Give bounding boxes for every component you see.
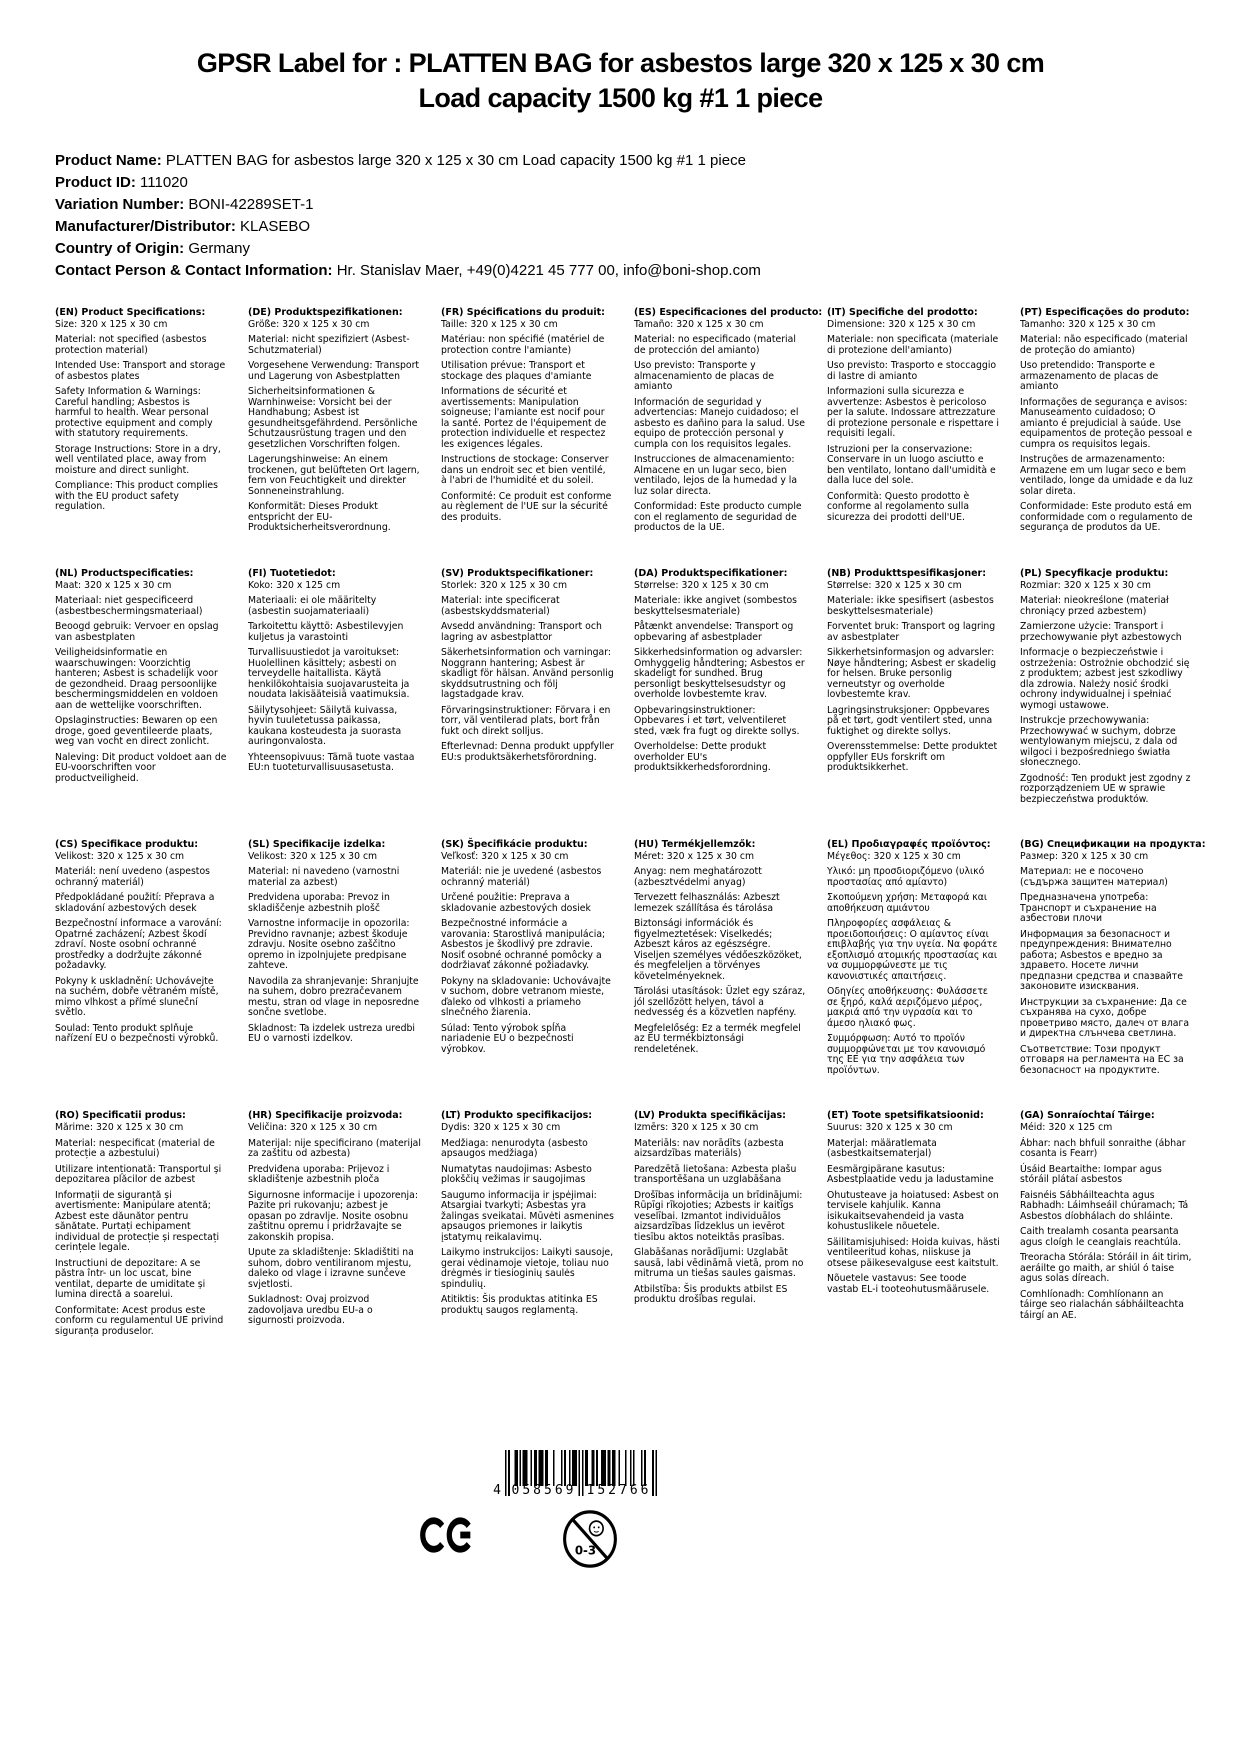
spec-block-body xyxy=(441,320,614,524)
spec-block-body xyxy=(634,1123,807,1306)
spec-paragraph: Materijal: nije specificirano (materijal za zaštitu od azbesta) xyxy=(248,1137,421,1160)
spec-block-header: (LV) Produkta specifikācijas: xyxy=(634,1110,786,1122)
spec-paragraph: Materjal: määratlemata (asbestkaitsematerjal) xyxy=(827,1137,937,1160)
spec-paragraph: Lagerungshinweise: An einem trockenen, gut belüfteten Ort lagern, fern von Feuchtigkeit und direkter Sonneneinstrahlung. xyxy=(248,454,420,497)
spec-paragraph: Matériau: non spécifié (matériel de protection contre l'amiante) xyxy=(441,334,605,356)
product-info-value: 111020 xyxy=(140,174,188,192)
spec-paragraph: Υλικό: μη προσδιοριζόμενο (υλικό προστασίας από αμίαντο) xyxy=(827,866,985,888)
spec-paragraph: Turvallisuustiedot ja varoitukset: Huolellinen käsittely; asbesti on terveydelle haitallista. Käytä henkilökohtaisia suojavarusteita ja noudata lakisääteisiä vaatimuksia. xyxy=(248,647,410,701)
spec-block-body xyxy=(827,1123,1000,1295)
spec-block xyxy=(55,569,228,789)
spec-paragraph: Paredzētā lietošana: Azbesta plašu transportēšana un uzglabāšana xyxy=(634,1163,797,1186)
spec-block-header: (EN) Product Specifications: xyxy=(55,307,206,319)
ce-mark-icon xyxy=(420,1516,474,1558)
spec-paragraph: Информация за безопасност и предупреждения: Внимателно работа; Asbestos е вредно за здравето. Носете лични предпазни средства и спазвайте законовите изисквания. xyxy=(1020,928,1183,993)
spec-block-header: (RO) Specificatii produs: xyxy=(55,1110,186,1122)
spec-paragraph: Materiale: ikke spesifisert (asbestos beskyttelsesmateriale) xyxy=(827,595,994,617)
spec-paragraph: Uso pretendido: Transporte e armazenamento de placas de amianto xyxy=(1020,360,1159,393)
spec-paragraph: Ohutusteave ja hoiatused: Asbest on tervisele kahjulik. Kanna isikukaitsevahendeid ja vasta kohustuslikele nõuetele. xyxy=(827,1189,999,1233)
spec-paragraph: Bezpečnostné informácie a varovania: Starostlivá manipulácia; Asbestos je škodlivý pre zdravie. Nosiť osobné ochranné pomôcky a dodržiavať zákonné požiadavky. xyxy=(441,918,606,972)
spec-block xyxy=(441,1111,614,1321)
spec-paragraph: Συμμόρφωση: Αυτό το προϊόν συμμορφώνεται με τον κανονισμό της ΕΕ για την ασφάλεια των προϊόντων. xyxy=(827,1033,986,1076)
page-title-line1: GPSR Label for : PLATTEN BAG for asbestos large 320 x 125 x 30 cm xyxy=(196,48,1045,78)
spec-paragraph: Conformidade: Este produto está em conformidade com o regulamento de segurança de produtos da UE. xyxy=(1020,501,1193,534)
spec-paragraph: Materiāls: nav norādīts (azbesta aizsardzības materiāls) xyxy=(634,1137,784,1160)
spec-paragraph: Ábhar: nach bhfuil sonraithe (ábhar cosanta is Fearr) xyxy=(1020,1137,1186,1160)
spec-paragraph: Úsáid Beartaithe: Iompar agus stóráil plátaí asbestos xyxy=(1020,1163,1162,1186)
spec-paragraph: Méret: 320 x 125 x 30 cm xyxy=(634,850,755,862)
spec-block-body xyxy=(1020,1123,1193,1321)
spec-paragraph: Storage Instructions: Store in a dry, well ventilated place, away from moisture and direct sunlight. xyxy=(55,443,221,476)
spec-block-body xyxy=(1020,320,1193,534)
spec-paragraph: Informazioni sulla sicurezza e avvertenze: Asbestos è pericoloso per la salute. Indossare attrezzature di protezione personale e rispettare i requisiti legali. xyxy=(827,386,999,440)
spec-grid xyxy=(55,307,1206,1342)
spec-block xyxy=(441,569,614,768)
barcode-digits-left: 058569 xyxy=(511,1483,577,1498)
spec-paragraph: Glabāšanas norādījumi: Uzglabāt sausā, labi vēdināmā vietā, prom no mitruma un tiešas saules gaismas. xyxy=(634,1247,804,1280)
page-title xyxy=(0,0,1241,116)
spec-block-body xyxy=(248,852,421,1045)
spec-block-body xyxy=(441,581,614,764)
product-info-row xyxy=(55,216,1181,237)
spec-paragraph: Izmērs: 320 x 125 x 30 cm xyxy=(634,1122,759,1134)
spec-paragraph: Πληροφορίες ασφάλειας & προειδοποιήσεις: Ο αμίαντος είναι επιβλαβής για την υγεία. Να φοράτε εξοπλισμό ατομικής προστασίας και να συμμορφώνεστε με τις κανονιστικές απαιτήσεις. xyxy=(827,918,998,982)
spec-paragraph: Säilytysohjeet: Säilytä kuivassa, hyvin tuuletetussa paikassa, kaukana kosteudesta ja suorasta auringonvalosta. xyxy=(248,704,402,748)
spec-paragraph: Súlad: Tento výrobok spĺňa nariadenie EÚ o bezpečnosti výrobkov. xyxy=(441,1022,574,1055)
spec-block-body xyxy=(634,320,807,534)
ean-barcode xyxy=(483,1450,661,1502)
spec-block xyxy=(55,1111,228,1342)
spec-block xyxy=(827,569,1000,779)
product-info-value: Hr. Stanislav Maer, +49(0)4221 45 777 00, info@boni-shop.com xyxy=(336,262,761,280)
product-info xyxy=(55,150,1181,281)
spec-block-body xyxy=(248,581,421,774)
spec-block xyxy=(248,569,421,779)
spec-paragraph: Съответствие: Този продукт отговаря на регламента на ЕС за безопасност на продуктите. xyxy=(1020,1043,1184,1076)
product-info-value: PLATTEN BAG for asbestos large 320 x 125 x 30 cm Load capacity 1500 kg #1 1 piece xyxy=(165,152,746,170)
spec-paragraph: Naleving: Dit product voldoet aan de EU-voorschriften voor productveiligheid. xyxy=(55,751,227,784)
spec-paragraph: Veiligheidsinformatie en waarschuwingen: Voorzichtig hanteren; Asbest is schadelijk voor de gezondheid. Draag persoonlijke beschermingsmiddelen en voldoen aan de wettelijke voorschriften. xyxy=(55,647,218,711)
spec-paragraph: Предназначена употреба: Транспорт и съхранение на азбестови плочи xyxy=(1020,892,1157,925)
spec-paragraph: Rozmiar: 320 x 125 x 30 cm xyxy=(1020,579,1151,591)
product-info-value: KLASEBO xyxy=(240,218,311,236)
spec-block xyxy=(248,1111,421,1331)
spec-block-header: (GA) Sonraíochtaí Táirge: xyxy=(1020,1110,1155,1122)
spec-paragraph: Velikost: 320 x 125 x 30 cm xyxy=(55,850,185,862)
spec-block xyxy=(827,840,1000,1081)
spec-block xyxy=(1020,1111,1193,1326)
spec-paragraph: Eesmärgipärane kasutus: Asbestplaatide vedu ja ladustamine xyxy=(827,1163,994,1186)
spec-paragraph: Förvaringsinstruktioner: Förvara i en torr, väl ventilerad plats, bort från fukt och direkt solljus. xyxy=(441,704,611,737)
spec-block-body xyxy=(827,320,1000,524)
spec-paragraph: Informacje o bezpieczeństwie i ostrzeżenia: Ostrożnie obchodzić się z produktem; azbest jest szkodliwy dla zdrowia. Należy nosić środki ochrony indywidualnej i spełniać wymogi ustawowe. xyxy=(1020,647,1190,711)
spec-paragraph: Størrelse: 320 x 125 x 30 cm xyxy=(634,579,769,591)
spec-paragraph: Veličina: 320 x 125 x 30 cm xyxy=(248,1122,378,1134)
product-info-value: BONI-42289SET-1 xyxy=(188,196,314,214)
product-info-row xyxy=(55,150,1181,171)
product-info-row xyxy=(55,172,1181,193)
spec-paragraph: Dimensione: 320 x 125 x 30 cm xyxy=(827,318,976,330)
spec-block-header: (SK) Špecifikácie produktu: xyxy=(441,839,588,851)
spec-paragraph: Material: nespecificat (material de protecție a azbestului) xyxy=(55,1137,215,1160)
spec-block-header: (ET) Toote spetsifikatsioonid: xyxy=(827,1110,984,1122)
product-info-label: Country of Origin: xyxy=(55,240,185,258)
spec-paragraph: Utilizare intenționată: Transportul și depozitarea plăcilor de azbest xyxy=(55,1163,222,1186)
spec-paragraph: Storlek: 320 x 125 x 30 cm xyxy=(441,579,568,591)
spec-paragraph: Atbilstība: Šis produkts atbilst ES produktu drošības regulai. xyxy=(634,1283,788,1306)
spec-block xyxy=(441,840,614,1060)
spec-paragraph: Οδηγίες αποθήκευσης: Φυλάσσετε σε ξηρό, καλά αεριζόμενο μέρος, μακριά από την υγρασία και το άμεσο ηλιακό φως. xyxy=(827,986,988,1029)
spec-paragraph: Размер: 320 x 125 x 30 cm xyxy=(1020,850,1149,862)
spec-paragraph: Información de seguridad y advertencias: Manejo cuidadoso; el asbesto es dañino para la salud. Use equipo de protección personal y cumpla con los requisitos legales. xyxy=(634,396,805,450)
spec-paragraph: Veľkosť: 320 x 125 x 30 cm xyxy=(441,850,569,862)
spec-paragraph: Instrukcje przechowywania: Przechowywać w suchym, dobrze wentylowanym miejscu, z dala od wilgoci i bezpośredniego światła słonecznego. xyxy=(1020,715,1178,769)
spec-block-header: (HU) Termékjellemzők: xyxy=(634,839,756,851)
spec-paragraph: Intended Use: Transport and storage of asbestos plates xyxy=(55,360,226,382)
spec-block xyxy=(634,569,807,779)
spec-paragraph: Tarkoitettu käyttö: Asbestilevyjen kuljetus ja varastointi xyxy=(248,621,404,643)
spec-paragraph: Materiál: nie je uvedené (asbestos ochranný materiál) xyxy=(441,866,602,888)
spec-paragraph: Material: no especificado (material de protección del amianto) xyxy=(634,334,796,356)
spec-paragraph: Caith trealamh cosanta pearsanta agus cloígh le ceanglais reachtúla. xyxy=(1020,1226,1182,1248)
spec-paragraph: Opslaginstructies: Bewaren op een droge, goed geventileerde plaats, weg van vocht en direct zonlicht. xyxy=(55,715,218,748)
spec-paragraph: Sukladnost: Ovaj proizvod zadovoljava uredbu EU-a o sigurnosti proizvoda. xyxy=(248,1294,373,1327)
spec-paragraph: Material: nicht spezifiziert (Asbest-Schutzmaterial) xyxy=(248,334,410,356)
spec-block xyxy=(634,840,807,1060)
spec-block-body xyxy=(441,852,614,1056)
spec-paragraph: Материал: не е посочено (съдържа защитен материал) xyxy=(1020,866,1168,888)
spec-paragraph: Anyag: nem meghatározott (azbesztvédelmi anyag) xyxy=(634,866,762,888)
spec-paragraph: Instructions de stockage: Conserver dans un endroit sec et bien ventilé, à l'abri de l'humidité et du soleil. xyxy=(441,454,609,487)
spec-paragraph: Bezpečnostní informace a varování: Opatrné zacházení; Azbest škodí zdraví. Noste osobní ochranné prostředky a dodržujte zákonné požadavky. xyxy=(55,918,222,972)
spec-paragraph: Uso previsto: Trasporto e stoccaggio di lastre di amianto xyxy=(827,360,997,382)
spec-block-body xyxy=(634,581,807,774)
spec-paragraph: Material: não especificado (material de proteção do amianto) xyxy=(1020,334,1188,356)
spec-paragraph: Vorgesehene Verwendung: Transport und Lagerung von Asbestplatten xyxy=(248,360,420,382)
spec-paragraph: Atitiktis: Šis produktas atitinka ES produktų saugos reglamentą. xyxy=(441,1294,598,1316)
spec-paragraph: Určené použitie: Preprava a skladovanie azbestových dosiek xyxy=(441,892,591,914)
spec-paragraph: Sikkerhedsinformation og advarsler: Omhyggelig håndtering; Asbestos er skadeligt for sundhed. Brug personligt beskyttelsesudstyr og overholde lovbestemte krav. xyxy=(634,647,805,701)
product-info-row xyxy=(55,194,1181,215)
spec-paragraph: Navodila za shranjevanje: Shranjujte na suhem, dobro prezračevanem mestu, stran od vlage in neposredne sončne svetlobe. xyxy=(248,975,420,1019)
spec-paragraph: Säilitamisjuhised: Hoida kuivas, hästi ventileeritud kohas, niiskuse ja otsese päikesevalguse eest kaitstult. xyxy=(827,1236,1000,1269)
spec-block-body xyxy=(55,852,228,1045)
spec-paragraph: Conformitate: Acest produs este conform cu regulamentul UE privind siguranța produselor. xyxy=(55,1304,224,1337)
spec-paragraph: Påtænkt anvendelse: Transport og opbevaring af asbestplader xyxy=(634,621,794,643)
spec-paragraph: Suurus: 320 x 125 x 30 cm xyxy=(827,1122,953,1134)
spec-paragraph: Instruções de armazenamento: Armazene em um lugar seco e bem ventilado, longe da umidade e da luz solar direta. xyxy=(1020,454,1193,497)
spec-paragraph: Konformität: Dieses Produkt entspricht der EU-Produktsicherheitsverordnung. xyxy=(248,501,391,534)
spec-block xyxy=(634,1111,807,1310)
spec-paragraph: Beoogd gebruik: Vervoer en opslag van asbestplaten xyxy=(55,621,219,643)
spec-paragraph: Informations de sécurité et avertissements: Manipulation soigneuse; l'amiante est nocif pour la santé. Portez de l'équipement de protection individuelle et respectez les exigences légales. xyxy=(441,386,607,450)
spec-paragraph: Upute za skladištenje: Skladištiti na suhom, dobro ventiliranom mjestu, daleko od vlage i izravne sunčeve svjetlosti. xyxy=(248,1247,414,1290)
spec-block-body xyxy=(1020,581,1193,806)
spec-paragraph: Conformité: Ce produit est conforme au règlement de l'UE sur la sécurité des produits. xyxy=(441,490,612,523)
spec-paragraph: Informații de siguranță și avertismente: Manipulare atentă; Azbest este dăunător pentru sănătate. Purtați echipament individual de protecție și respectați cerințele legale. xyxy=(55,1189,220,1254)
spec-block-header: (DE) Produktspezifikationen: xyxy=(248,307,403,319)
spec-paragraph: Material: inte specificerat (asbestskyddsmaterial) xyxy=(441,595,560,617)
spec-paragraph: Tamanho: 320 x 125 x 30 cm xyxy=(1020,318,1156,330)
spec-paragraph: Materiaal: niet gespecificeerd (asbestbeschermingsmateriaal) xyxy=(55,595,203,617)
spec-block-header: (PT) Especificações do produto: xyxy=(1020,307,1190,319)
spec-block-body xyxy=(55,320,228,513)
spec-block-body xyxy=(248,320,421,534)
spec-block xyxy=(55,308,228,518)
spec-paragraph: Saugumo informacija ir įspėjimai: Atsargiai tvarkyti; Asbestas yra žalingas sveikatai. Mūvėti asmenines apsaugos priemones ir laikytis įstatymų reikalavimų. xyxy=(441,1189,615,1243)
spec-paragraph: Conformità: Questo prodotto è conforme al regolamento sulla sicurezza dei prodotti dell'UE. xyxy=(827,490,970,523)
product-info-label: Product ID: xyxy=(55,174,136,192)
spec-block xyxy=(55,840,228,1050)
spec-paragraph: Numatytas naudojimas: Asbesto plokščių vežimas ir saugojimas xyxy=(441,1163,592,1186)
spec-paragraph: Instrucciones de almacenamiento: Almacene en un lugar seco, bien ventilado, lejos de la humedad y la luz solar directa. xyxy=(634,454,798,497)
spec-paragraph: Sigurnosne informacije i upozorenja: Pazite pri rukovanju; azbest je opasan po zdravlje. Nosite osobnu zaštitnu opremu i pridržavajte se zakonskih propisa. xyxy=(248,1189,418,1243)
spec-paragraph: Tervezett felhasználás: Azbeszt lemezek szállítása és tárolása xyxy=(634,892,780,914)
spec-paragraph: Safety Information & Warnings: Careful handling; Asbestos is harmful to health. Wear personal protective equipment and comply with statutory requirements. xyxy=(55,386,213,440)
spec-paragraph: Utilisation prévue: Transport et stockage des plaques d'amiante xyxy=(441,360,592,382)
spec-block-header: (HR) Specifikacije proizvoda: xyxy=(248,1110,403,1122)
spec-paragraph: Compliance: This product complies with the EU product safety regulation. xyxy=(55,480,218,513)
spec-paragraph: Größe: 320 x 125 x 30 cm xyxy=(248,318,370,330)
page-title-line2: Load capacity 1500 kg #1 1 piece xyxy=(418,83,823,114)
product-info-row xyxy=(55,260,1181,281)
spec-paragraph: Nõuetele vastavus: See toode vastab EL-i tooteohutusmäärusele. xyxy=(827,1273,990,1295)
spec-paragraph: Materiale: ikke angivet (sombestos beskyttelsesmateriale) xyxy=(634,595,798,617)
spec-paragraph: Σκοπούμενη χρήση: Μεταφορά και αποθήκευση αμιάντου xyxy=(827,892,988,914)
spec-paragraph: Materiał: nieokreślone (materiał chroniący przed azbestem) xyxy=(1020,595,1169,617)
product-info-label: Variation Number: xyxy=(55,196,185,214)
spec-block-body xyxy=(827,581,1000,774)
spec-block xyxy=(1020,308,1193,539)
spec-paragraph: Comhlíonadh: Comhlíonann an táirge seo rialachán sábháilteachta táirgí an AE. xyxy=(1020,1288,1184,1321)
spec-block-header: (SL) Specifikacije izdelka: xyxy=(248,839,386,851)
spec-block xyxy=(827,1111,1000,1300)
spec-block-header: (CS) Specifikace produktu: xyxy=(55,839,199,851)
age-warning-text: 0-3 xyxy=(574,1543,597,1558)
spec-block-body xyxy=(441,1123,614,1316)
barcode-digit-first: 4 xyxy=(493,1483,501,1498)
spec-paragraph: Koko: 320 x 125 cm xyxy=(248,579,341,591)
spec-paragraph: Efterlevnad: Denna produkt uppfyller EU:s produktsäkerhetsförordning. xyxy=(441,741,614,763)
spec-paragraph: Pokyny na skladovanie: Uchovávajte v suchom, dobre vetranom mieste, ďaleko od vlhkosti a priameho slnečného žiarenia. xyxy=(441,975,611,1019)
spec-paragraph: Medžiaga: nenurodyta (asbesto apsaugos medžiaga) xyxy=(441,1137,588,1160)
spec-paragraph: Biztonsági információk és figyelmeztetések: Viselkedés; Azbeszt káros az egészségre. Viseljen személyes védőeszközöket, és megfeleljen a törvényes követelményeknek. xyxy=(634,918,802,982)
spec-block xyxy=(634,307,823,539)
spec-paragraph: Säkerhetsinformation och varningar: Noggrann hantering; Asbest är skadligt för hälsan. Använd personlig skyddsutrustning och följ lagstadgade krav. xyxy=(441,647,614,701)
spec-paragraph: Material: not specified (asbestos protection material) xyxy=(55,334,207,356)
spec-block-body xyxy=(827,852,1000,1077)
product-info-value: Germany xyxy=(188,240,251,258)
spec-paragraph: Informações de segurança e avisos: Manuseamento cuidadoso; O amianto é prejudicial à saúde. Use equipamentos de proteção pessoal e cumpra os requisitos legais. xyxy=(1020,396,1193,450)
spec-paragraph: Tárolási utasítások: Üzlet egy száraz, jól szellőzött helyen, távol a nedvesség és a közvetlen napfény. xyxy=(634,986,806,1019)
spec-block-header: (BG) Спецификации на продукта: xyxy=(1020,839,1206,851)
spec-paragraph: Varnostne informacije in opozorila: Previdno ravnanje; azbest škoduje zdravju. Nosite osebno zaščitno opremo in izpolnjujete predpisane zahteve. xyxy=(248,918,410,972)
product-info-label: Manufacturer/Distributor: xyxy=(55,218,236,236)
spec-block-header: (IT) Specifiche del prodotto: xyxy=(827,307,978,319)
spec-paragraph: Overholdelse: Dette produkt overholder EU's produktsikkerhedsforordning. xyxy=(634,741,771,774)
spec-paragraph: Předpokládané použití: Přeprava a skladování azbestových desek xyxy=(55,892,215,914)
spec-paragraph: Taille: 320 x 125 x 30 cm xyxy=(441,318,558,330)
product-info-row xyxy=(55,238,1181,259)
spec-paragraph: Zgodność: Ten produkt jest zgodny z rozporządzeniem UE w sprawie bezpieczeństwa produktów. xyxy=(1020,772,1191,805)
spec-paragraph: Avsedd användning: Transport och lagring av asbestplattor xyxy=(441,621,602,643)
spec-block-body xyxy=(1020,852,1193,1077)
spec-block-body xyxy=(55,1123,228,1337)
product-info-label: Contact Person & Contact Information: xyxy=(55,262,333,280)
spec-block-header: (NB) Produkttspesifikasjoner: xyxy=(827,567,987,579)
spec-block-header: (EL) Προδιαγραφές προϊόντος: xyxy=(827,839,991,851)
barcode-digits-right: 152766 xyxy=(586,1483,652,1498)
spec-paragraph: Drošības informācija un brīdinājumi: Rūpīgi rīkojoties; Azbests ir kaitīgs veselībai. Izmantot individuālos aizsardzības līdzeklus un ievērot tiesību aktos noteiktās prasības. xyxy=(634,1189,803,1243)
spec-paragraph: Predvidena uporaba: Prevoz in skladiščenje azbestnih plošč xyxy=(248,892,390,914)
spec-paragraph: Lagringsinstruksjoner: Oppbevares på et tørt, godt ventilert sted, unna fuktighet og direkte sollys. xyxy=(827,704,993,737)
spec-paragraph: Megfelelőség: Ez a termék megfelel az EU termékbiztonsági rendeletének. xyxy=(634,1022,801,1055)
spec-block xyxy=(1020,569,1193,810)
spec-paragraph: Mărime: 320 x 125 x 30 cm xyxy=(55,1122,184,1134)
spec-block-header: (DA) Produktspecifikationer: xyxy=(634,567,788,579)
spec-paragraph: Zamierzone użycie: Transport i przechowywanie płyt azbestowych xyxy=(1020,621,1182,643)
spec-block xyxy=(248,840,421,1050)
spec-block-header: (NL) Productspecificaties: xyxy=(55,567,194,579)
spec-block xyxy=(248,308,421,539)
spec-block xyxy=(827,308,1000,528)
spec-paragraph: Istruzioni per la conservazione: Conservare in un luogo asciutto e ben ventilato, lontano dall'umidità e dalla luce del sole. xyxy=(827,443,996,487)
spec-paragraph: Forventet bruk: Transport og lagring av asbestplater xyxy=(827,621,996,643)
spec-paragraph: Treoracha Stórála: Stóráil in áit tirim, aeráilte go maith, ar shiúl ó taise agus solas díreach. xyxy=(1020,1252,1192,1285)
spec-paragraph: Uso previsto: Transporte y almacenamiento de placas de amianto xyxy=(634,360,774,393)
spec-paragraph: Méid: 320 x 125 cm xyxy=(1020,1122,1113,1134)
spec-paragraph: Yhteensopivuus: Tämä tuote vastaa EU:n tuoteturvallisuusasetusta. xyxy=(248,751,415,774)
spec-block-header: (SV) Produktspecifikationer: xyxy=(441,567,594,579)
spec-paragraph: Faisnéis Sábháilteachta agus Rabhadh: Láimhseáil chúramach; Tá Asbestos díobhálach do shláinte. xyxy=(1020,1189,1189,1222)
spec-paragraph: Sikkerhetsinformasjon og advarsler: Nøye håndtering; Asbest er skadelig for helsen. Bruke personlig verneutstyr og overholde lovbestemte krav. xyxy=(827,647,997,701)
spec-paragraph: Laikymo instrukcijos: Laikyti sausoje, gerai vėdinamoje vietoje, toliau nuo drėgmės ir tiesioginių saulės spindulių. xyxy=(441,1247,614,1290)
spec-paragraph: Soulad: Tento produkt splňuje nařízení EU o bezpečnosti výrobků. xyxy=(55,1022,219,1045)
spec-paragraph: Инструкции за съхранение: Да се съхранява на сухо, добре проветриво място, далеч от влага и директна слънчева светлина. xyxy=(1020,996,1190,1040)
spec-block-body xyxy=(248,1123,421,1327)
spec-block-header: (FI) Tuotetiedot: xyxy=(248,567,336,579)
spec-paragraph: Predviđena uporaba: Prijevoz i skladištenje azbestnih ploča xyxy=(248,1163,390,1186)
spec-block-header: (LT) Produkto specifikacijos: xyxy=(441,1110,593,1122)
product-info-label: Product Name: xyxy=(55,152,162,170)
spec-block-header: (FR) Spécifications du produit: xyxy=(441,307,605,319)
spec-paragraph: Size: 320 x 125 x 30 cm xyxy=(55,318,168,330)
spec-paragraph: Material: ni navedeno (varnostni material za azbest) xyxy=(248,866,400,888)
spec-paragraph: Tamaño: 320 x 125 x 30 cm xyxy=(634,318,764,330)
spec-block xyxy=(441,308,614,528)
age-warning-0-3-icon xyxy=(561,1508,619,1574)
spec-block-body xyxy=(634,852,807,1056)
spec-paragraph: Skladnost: Ta izdelek ustreza uredbi EU o varnosti izdelkov. xyxy=(248,1022,416,1045)
spec-block xyxy=(1020,839,1206,1081)
spec-paragraph: Materiale: non specificata (materiale di protezione dell'amianto) xyxy=(827,334,999,356)
spec-paragraph: Maat: 320 x 125 x 30 cm xyxy=(55,579,172,591)
spec-block-header: (PL) Specyfikacje produktu: xyxy=(1020,567,1169,579)
spec-paragraph: Μέγεθος: 320 x 125 x 30 cm xyxy=(827,850,961,862)
spec-paragraph: Opbevaringsinstruktioner: Opbevares i et tørt, velventileret sted, væk fra fugt og direkte sollys. xyxy=(634,704,800,737)
spec-paragraph: Sicherheitsinformationen & Warnhinweise: Vorsicht bei der Handhabung; Asbest ist gesundheitsgefährdend. Persönliche Schutzausrüstung tragen und den gesetzlichen Vorschriften folgen. xyxy=(248,386,418,450)
spec-paragraph: Conformidad: Este producto cumple con el reglamento de seguridad de productos de la UE. xyxy=(634,501,802,534)
spec-paragraph: Størrelse: 320 x 125 x 30 cm xyxy=(827,579,962,591)
spec-paragraph: Velikost: 320 x 125 x 30 cm xyxy=(248,850,378,862)
spec-block-body xyxy=(55,581,228,785)
spec-paragraph: Overensstemmelse: Dette produktet oppfyller EUs forskrift om produktsikkerhet. xyxy=(827,741,998,774)
spec-paragraph: Materiaali: ei ole määritelty (asbestin suojamateriaali) xyxy=(248,595,377,617)
spec-paragraph: Pokyny k uskladnění: Uchovávejte na suchém, dobře větraném místě, mimo vlhkost a přímé sluneční světlo. xyxy=(55,975,219,1019)
spec-paragraph: Materiál: není uvedeno (aspestos ochranný materiál) xyxy=(55,866,210,888)
spec-block-header: (ES) Especificaciones del producto: xyxy=(634,307,823,319)
spec-paragraph: Dydis: 320 x 125 x 30 cm xyxy=(441,1122,561,1134)
spec-paragraph: Instructiuni de depozitare: A se păstra într- un loc uscat, bine ventilat, departe de umiditate și lumina directă a soarelui. xyxy=(55,1257,206,1301)
